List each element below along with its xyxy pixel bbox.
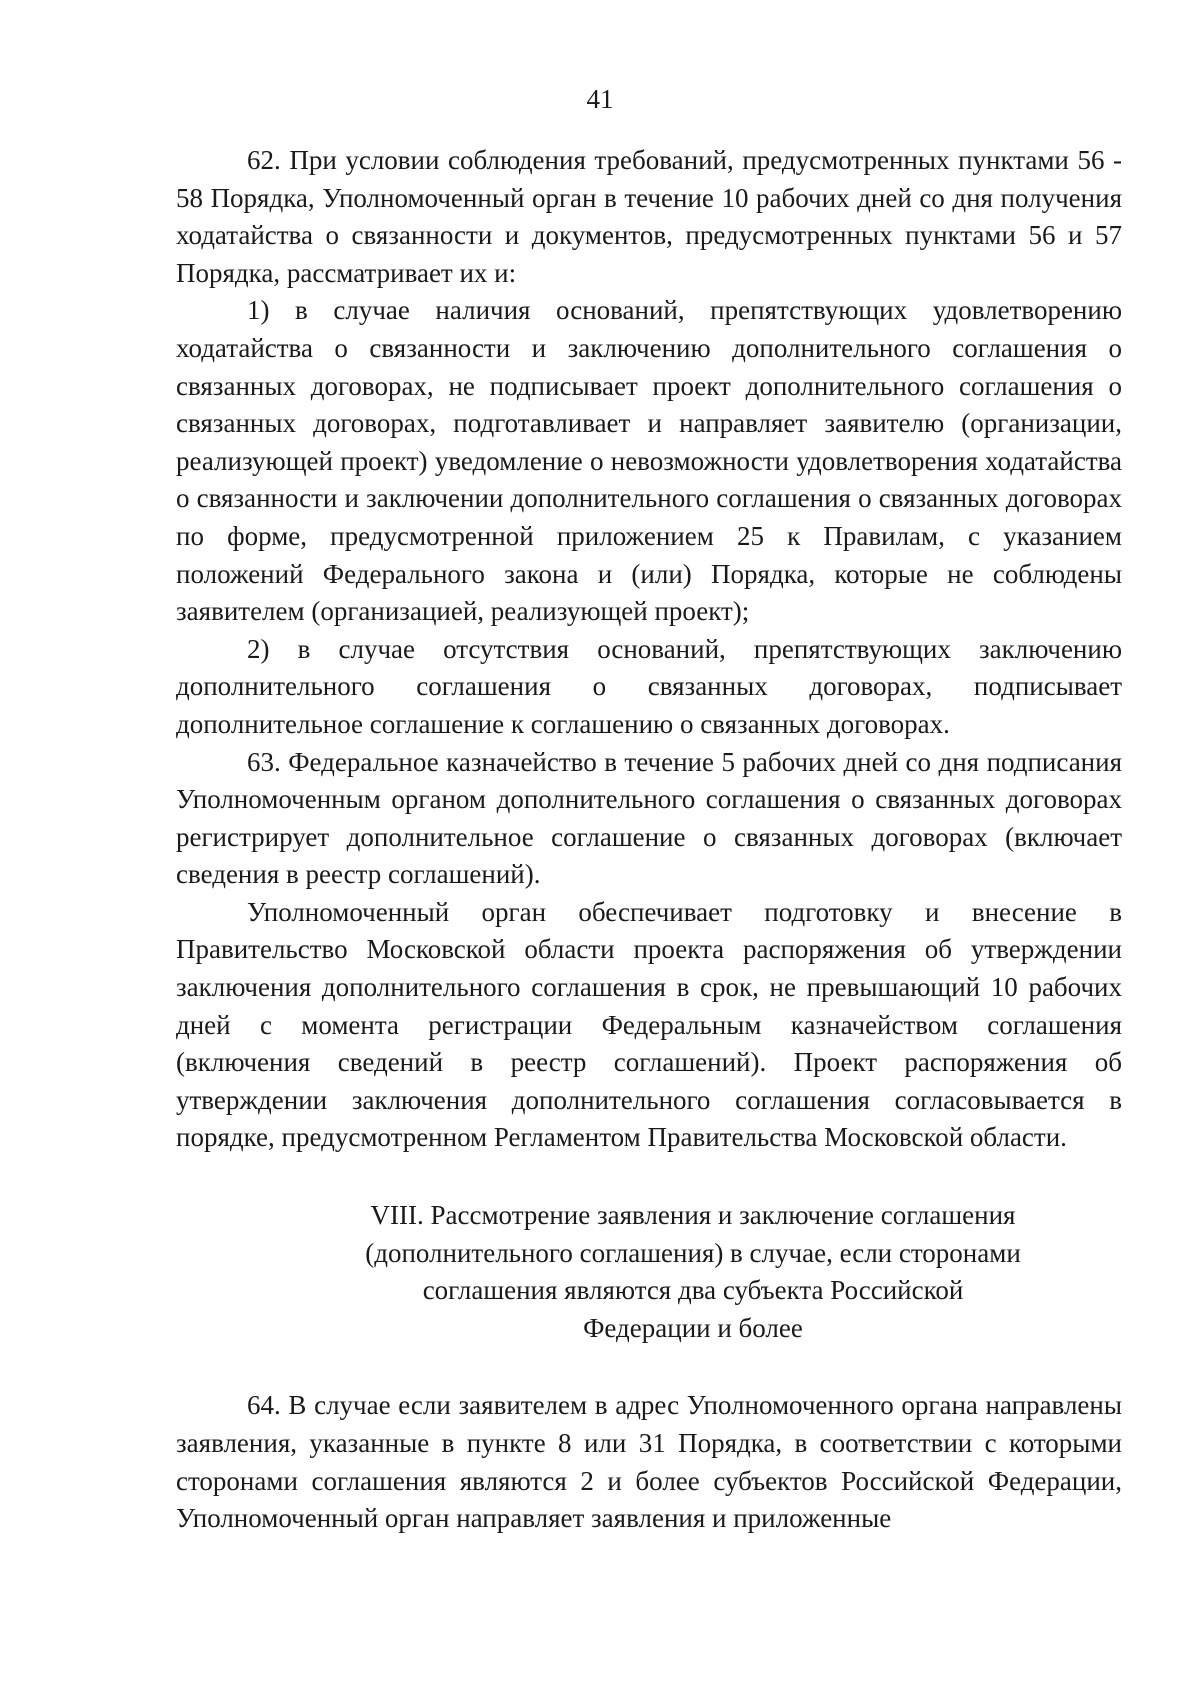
paragraph-62-item-2: 2) в случае отсутствия оснований, препятствующих заключению дополнительного соглашения о связанных договорах, подписывает дополнительное соглашение к соглашению о связанных договорах. xyxy=(176,633,1122,739)
section-heading-line: Федерации и более xyxy=(583,1312,803,1343)
document-body xyxy=(176,142,1122,1538)
section-heading xyxy=(176,1197,1122,1347)
paragraph-63: 63. Федеральное казначейство в течение 5 рабочих дней со дня подписания Уполномоченным органом дополнительного соглашения о связанных договорах регистрирует дополнительное соглашение о связанных договорах (включает сведения в реестр соглашений). xyxy=(176,746,1122,890)
section-heading-line: (дополнительного соглашения) в случае, если сторонами xyxy=(365,1237,1021,1268)
section-heading-line: соглашения являются два субъекта Российской xyxy=(422,1275,964,1306)
paragraph-63-continuation: Уполномоченный орган обеспечивает подготовку и внесение в Правительство Московской области проекта распоряжения об утверждении заключения дополнительного соглашения в срок, не превышающий 10 рабочих дней с момента регистрации Федеральным казначейством соглашения (включения сведений в реестр соглашений). Проект распоряжения об утверждении заключения дополнительного соглашения согласовывается в порядке, предусмотренном Регламентом Правительства Московской области. xyxy=(176,896,1122,1153)
paragraph-62: 62. При условии соблюдения требований, предусмотренных пунктами 56 - 58 Порядка, Уполномоченный орган в течение 10 рабочих дней со дня получения ходатайства о связанности и документов, предусмотренных пунктами 56 и 57 Порядка, рассматривает их и: xyxy=(176,145,1122,288)
paragraph-62-item-1: 1) в случае наличия оснований, препятствующих удовлетворению ходатайства о связанности и заключению дополнительного соглашения о связанных договорах, не подписывает проект дополнительного соглашения о связанных договорах, подготавливает и направляет заявителю (организации, реализующей проект) уведомление о невозможности удовлетворения ходатайства о связанности и заключении дополнительного соглашения о связанных договорах по форме, предусмотренной приложением 25 к Правилам, с указанием положений Федерального закона и (или) Порядка, которые не соблюдены заявителем (организацией, реализующей проект); xyxy=(176,295,1122,627)
paragraph-64: 64. В случае если заявителем в адрес Уполномоченного органа направлены заявления, указанные в пункте 8 или 31 Порядка, в соответствии с которыми сторонами соглашения являются 2 и более субъектов Российской Федерации, Уполномоченный орган направляет заявления и приложенные xyxy=(176,1390,1122,1534)
page-number: 41 xyxy=(586,84,614,114)
section-heading-line: VIII. Рассмотрение заявления и заключение соглашения xyxy=(370,1200,1016,1231)
